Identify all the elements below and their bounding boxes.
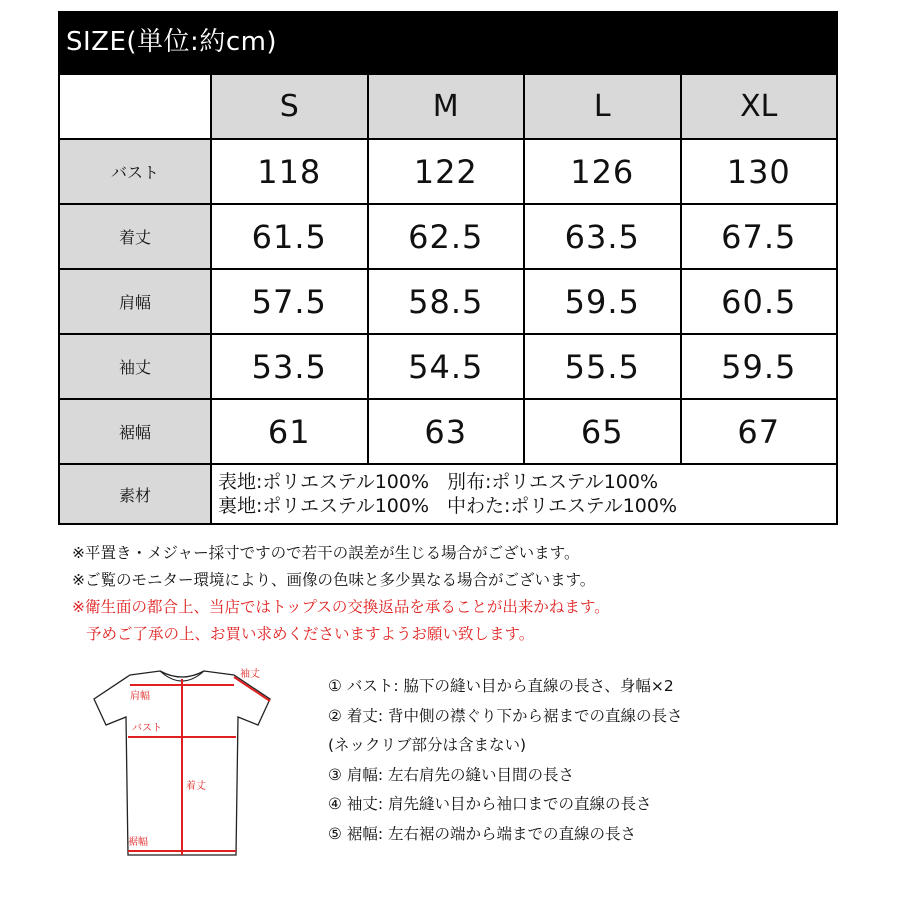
legend-length: ② 着丈: 背中側の襟ぐり下から裾までの直線の長さ — [328, 706, 683, 725]
corner-cell — [59, 74, 211, 139]
table-cell: 59.5 — [681, 334, 838, 399]
table-cell: 126 — [524, 139, 681, 204]
table-cell: 58.5 — [368, 269, 525, 334]
table-cell: 54.5 — [368, 334, 525, 399]
row-label-material: 素材 — [59, 464, 211, 524]
sleeve-line — [234, 677, 270, 701]
size-header-row — [59, 74, 837, 139]
material-line-1 — [218, 470, 836, 494]
table-cell: 67 — [681, 399, 838, 464]
material-cell — [211, 464, 837, 524]
notes-block — [72, 540, 610, 648]
size-header-s: S — [211, 74, 368, 139]
length-label: 着丈 — [186, 781, 206, 792]
table-cell: 57.5 — [211, 269, 368, 334]
material-row — [59, 464, 837, 524]
table-cell: 63 — [368, 399, 525, 464]
row-label-hem: 裾幅 — [59, 399, 211, 464]
material-outer: 表地:ポリエステル100% — [218, 471, 430, 493]
legend-sleeve: ④ 袖丈: 肩先縫い目から袖口までの直線の長さ — [328, 795, 652, 813]
size-header-xl: XL — [681, 74, 838, 139]
table-cell: 118 — [211, 139, 368, 204]
hem-label: 裾幅 — [128, 837, 148, 848]
note-monitor: ※ご覧のモニター環境により、画像の色味と多少異なる場合がございます。 — [72, 571, 596, 589]
tshirt-diagram — [72, 665, 292, 865]
table-cell: 65 — [524, 399, 681, 464]
material-trim: 別布:ポリエステル100% — [447, 471, 659, 493]
size-chart-title: SIZE(単位:約cm) — [58, 11, 838, 73]
row-label-shoulder: 肩幅 — [59, 269, 211, 334]
size-header-m: M — [368, 74, 525, 139]
table-cell: 53.5 — [211, 334, 368, 399]
table-cell: 67.5 — [681, 204, 838, 269]
note-measurement: ※平置き・メジャー採寸ですので若干の誤差が生じる場合がございます。 — [72, 544, 580, 562]
sleeve-label: 袖丈 — [240, 669, 260, 680]
size-header-l: L — [524, 74, 681, 139]
material-line-2 — [218, 494, 836, 518]
table-cell: 62.5 — [368, 204, 525, 269]
material-padding: 中わた:ポリエステル100% — [447, 495, 678, 517]
legend-shoulder: ③ 肩幅: 左右肩先の縫い目間の長さ — [328, 765, 574, 784]
table-cell: 61 — [211, 399, 368, 464]
size-table — [58, 73, 838, 525]
shoulder-label: 肩幅 — [130, 691, 150, 702]
table-row — [59, 269, 837, 334]
note-acknowledge: 予めご了承の上、お買い求めくださいますようお願い致します。 — [86, 625, 535, 643]
table-cell: 55.5 — [524, 334, 681, 399]
table-row — [59, 204, 837, 269]
table-cell: 60.5 — [681, 269, 838, 334]
table-cell: 130 — [681, 139, 838, 204]
legend-hem: ⑤ 裾幅: 左右裾の端から端までの直線の長さ — [328, 824, 636, 843]
measurement-legend — [328, 672, 682, 849]
legend-bust: ① バスト: 脇下の縫い目から直線の長さ、身幅×2 — [328, 677, 674, 695]
row-label-bust: バスト — [59, 139, 211, 204]
table-cell: 59.5 — [524, 269, 681, 334]
row-label-sleeve: 袖丈 — [59, 334, 211, 399]
table-row — [59, 139, 837, 204]
table-row — [59, 399, 837, 464]
row-label-length: 着丈 — [59, 204, 211, 269]
table-cell: 61.5 — [211, 204, 368, 269]
table-cell: 63.5 — [524, 204, 681, 269]
legend-length-note: (ネックリブ部分は含まない) — [328, 736, 527, 754]
note-no-returns: ※衛生面の都合上、当店ではトップスの交換返品を承ることが出来かねます。 — [72, 598, 610, 616]
material-lining: 裏地:ポリエステル100% — [218, 495, 430, 517]
table-row — [59, 334, 837, 399]
bust-label: バスト — [132, 723, 162, 734]
table-cell: 122 — [368, 139, 525, 204]
